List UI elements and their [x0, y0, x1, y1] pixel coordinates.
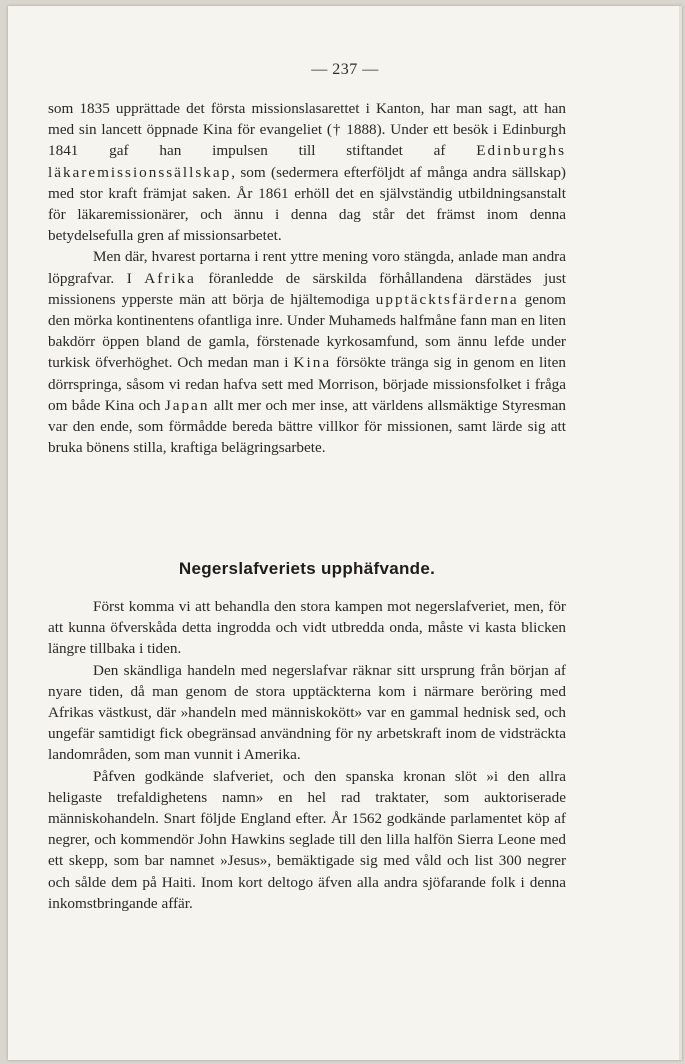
- text-run-spaced: Afrika: [144, 269, 196, 287]
- paragraph-5: Påfven godkände slafveriet, och den spanska kronan slöt »i den allra heligaste trefaldighetens namn» en hel rad traktater, som auktoriserade människohandeln. Snart följde England efter. År 1562 godkände parlamentet köp af negrer, och kommendör John Hawkins seglade till den lilla halfön Sierra Leone med ett skepp, som bar namnet »Jesus», bemäktigade sig med våld och list 300 negrer och sålde dem på Haiti. Inom kort deltogo äfven alla andra sjöfarande folk i denna inkomstbringande affär.: [48, 767, 566, 912]
- text-run-spaced: Edinburghs läkaremissionssällskap: [48, 142, 566, 181]
- paragraph-3: Först komma vi att behandla den stora kampen mot negerslafveriet, men, för att kunna öfverskåda detta ingrodda och vidt utbredda onda, måste vi kasta blicken längre tillbaka i tiden.: [48, 598, 566, 658]
- text-run: , som (sedermera efterföljdt af många andra sällskap) med stor kraft främjat saken. År 1861 erhöll det en självständig utbildningsanstalt för läkaremissionärer, och ännu i denna dag står det främst inom denna betydelsefulla gren af missionsarbetet.: [48, 163, 566, 245]
- text-run-spaced: Japan: [164, 396, 210, 414]
- text-run: som 1835 upprättade det första missionslasarettet i Kanton, har man sagt, att han med sin lancett öppnade Kina för evangeliet († 1888). Under ett besök i Edinburgh 1841 gaf han impulsen till stiftandet af: [48, 100, 566, 160]
- paragraph-2: [48, 246, 566, 458]
- section-heading: Negerslafveriets upphäfvande.: [178, 559, 436, 578]
- text-run: genom den mörka kontinentens ofantliga inre. Under Muhameds halfmåne fann man en liten bakdörr öppen bland de gamla, förstenade kyrkosamfund, som ännu lefde under turkisk öfverhöghet. Och medan man i: [48, 290, 566, 372]
- page-number: — 237 —: [311, 61, 379, 78]
- text-block-top: [48, 98, 566, 458]
- text-run: allt mer och mer inse, att världens allsmäktige Styresman var den ende, som förmådde bereda bättre villkor för missionen, samt lärde sig att bruka bönens stilla, kraftiga belägringsarbete.: [48, 396, 567, 457]
- paragraph-4: Den skändliga handeln med negerslafvar räknar sitt ursprung från början af nyare tiden, då man genom de stora upptäckterna kom i närmare beröring med Afrikas västkust, där »handeln med människokött» var en gammal hednisk sed, och ungefär samtidigt fick obegränsad användning för ny arbetskraft inom de vidsträckta landområden, som man vunnit i Amerika.: [48, 661, 566, 764]
- text-run-spaced: upptäcktsfärderna: [375, 290, 519, 308]
- text-run: Men där, hvarest portarna i rent yttre mening voro stängda, anlade man andra löpgrafvar. I: [48, 248, 566, 287]
- text-run: försökte tränga sig in genom en liten dörrspringa, såsom vi redan hafva sett med Morrison, började missionsfolket i fråga om både Kina och: [48, 354, 566, 414]
- text-block-bottom: [48, 596, 566, 914]
- text-run-spaced: Kina: [293, 354, 332, 372]
- page-edge: [679, 6, 682, 1060]
- paragraph-1: [48, 98, 566, 246]
- text-run: föranledde de särskilda förhållandena därstädes just missionens ypperste män att börja de hjältemodiga: [48, 269, 567, 308]
- book-page: [8, 6, 682, 1060]
